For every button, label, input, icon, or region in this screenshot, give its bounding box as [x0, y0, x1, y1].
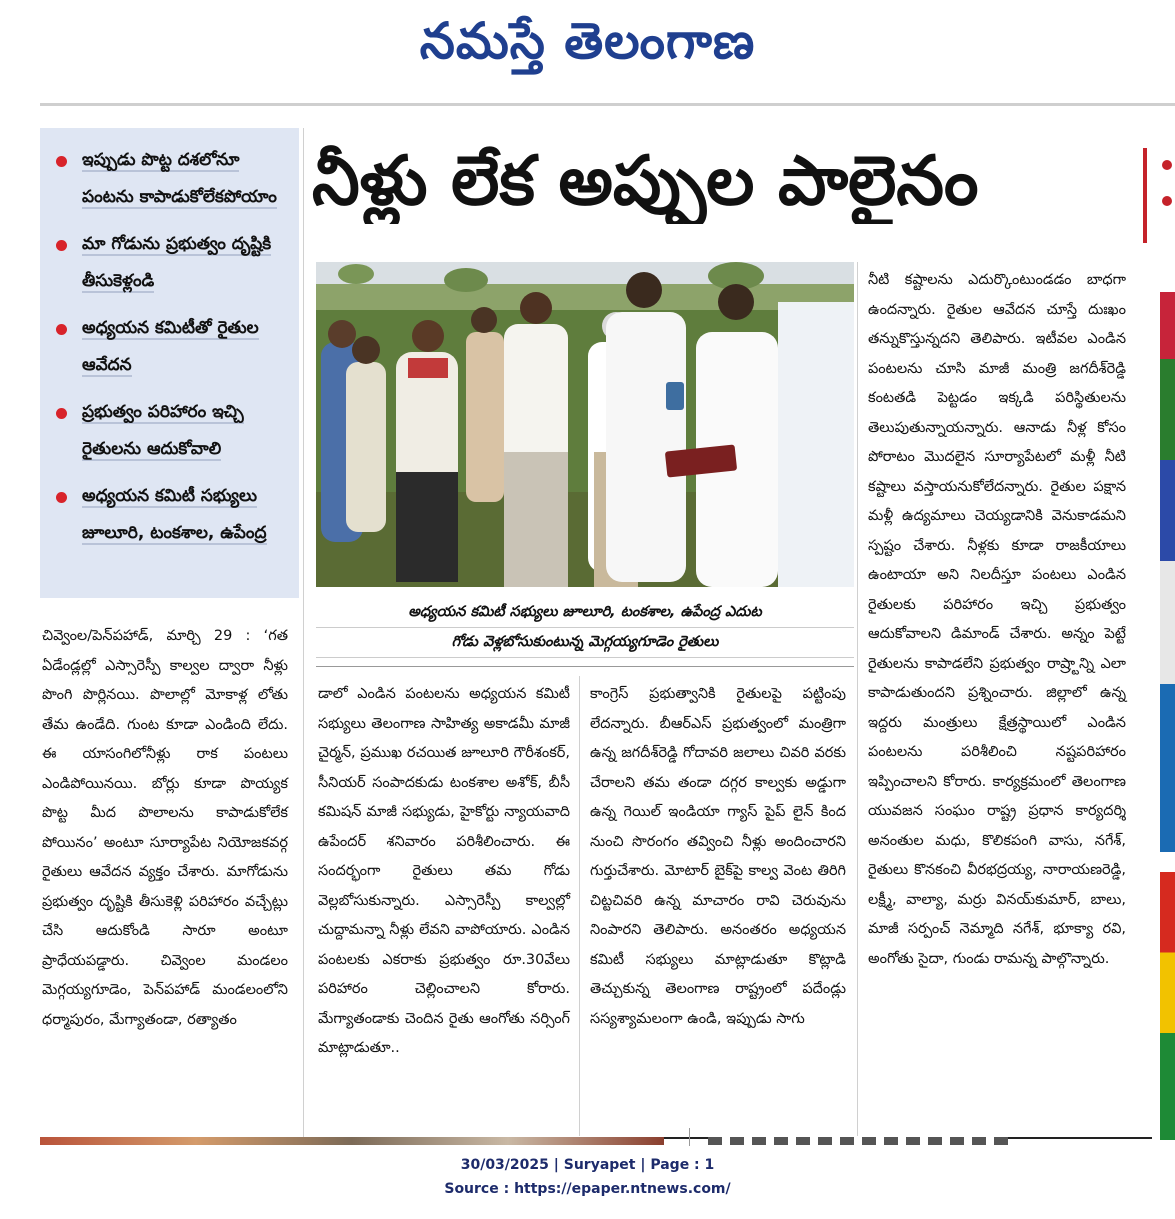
- adjacent-ad-strip-lower: [1160, 872, 1175, 1140]
- masthead-logo-text: నమస్తే తెలంగాణ: [419, 12, 756, 70]
- body-text: చివ్వెంల/పెన్‌పహాడ్, మార్చి 29 : ‘గత ఏడేండ్లల్లో ఎస్సారెస్పీ కాల్వల ద్వారా నీళ్లు పొంగి పొర్లినయి. పొలాల్లో మోకాళ్ల లోతు తేమ ఉండేది. గుంట కూడా ఎండింది లేదు. ఈ యాసంగిలోనీళ్లు రాక పంటలు ఎండిపోయినయి. బోర్లు కూడా పొయ్యక పొట్ట మీద పొలాలను కాపాడుకోలేక పోయినం’ అంటూ సూర్యాపేట నియోజకవర్గ రైతులు ఆవేదన వ్యక్తం చేశారు. మాగోడును ప్రభుత్వం దృష్టికి తీసుకెళ్లి పరిహారం వచ్చేట్లు చేసి ఆదుకోండి సారూ అంటూ ప్రాధేయపడ్డారు. చివ్వెంల మండలం మెగ్గయ్యగూడెం, పెన్‌పహాడ్ మండలంలోని ధర్మాపురం, మేగ్యాతండా, రత్యాతం: [42, 628, 288, 1028]
- highlight-item: అధ్యయన కమిటీతో రైతుల ఆవేదన: [54, 310, 287, 384]
- caption-line: గోడు వెళ్లబోసుకుంటున్న మెగ్గయ్యగూడెం రైతులు: [316, 628, 854, 658]
- farmers-field-photo: [316, 262, 854, 587]
- bullet-icon: [56, 324, 67, 335]
- masthead: [0, 0, 1175, 95]
- next-article-headline-strip: [708, 1137, 1008, 1145]
- column-divider: [303, 128, 304, 1138]
- footer-source-link[interactable]: Source : https://epaper.ntnews.com/: [444, 1181, 731, 1197]
- article-column-1: [42, 622, 288, 1035]
- highlights-box: [40, 128, 299, 598]
- article-column-3: [590, 680, 846, 1034]
- caption-divider: [316, 666, 854, 667]
- adjacent-ad-strip: [1160, 292, 1175, 852]
- bullet-icon: [56, 156, 67, 167]
- article-column-2: [318, 680, 570, 1064]
- highlight-item: మా గోడును ప్రభుత్వం దృష్టికి తీసుకెళ్లండి: [54, 226, 287, 300]
- headline-accent-bar: [1143, 148, 1147, 243]
- column-divider: [579, 676, 580, 1136]
- photo-caption: [316, 598, 854, 658]
- caption-line: అధ్యయన కమిటీ సభ్యులు జూలూరి, టంకశాల, ఉపేంద్ర ఎదుట: [316, 598, 854, 628]
- article-photo: [316, 262, 854, 587]
- bullet-icon: [56, 492, 67, 503]
- article-column-4: [868, 266, 1126, 974]
- body-text: కాంగ్రెస్ ప్రభుత్వానికి రైతులపై పట్టింపు లేదన్నారు. బీఆర్‌ఎస్ ప్రభుత్వంలో మంత్రిగా ఉన్న జగదీశ్‌రెడ్డి గోదావరి జలాలు చివరి వరకు చేరాలని తమ తండా దగ్గర కాల్వకు అడ్డుగా ఉన్న గెయిల్ ఇండియా గ్యాస్ పైప్ లైన్ కింద నుంచి సొరంగం తవ్వించి నీళ్లు అందించారని గుర్తుచేశారు. మోటార్ బైక్‌పై కాల్వ వెంట తిరిగి చిట్టచివరి ఉన్న మాచారం రావి చెరువును నింపారని తెలిపారు. అనంతరం అధ్యయన కమిటీ సభ్యులు మాట్లాడుతూ కొట్లాడి తెచ్చుకున్న తెలంగాణ రాష్ట్రంలో పదేండ్లు సస్యశ్యామలంగా ఉండి, ఇప్పుడు సాగు: [590, 686, 846, 1027]
- article-headline: నీళ్లు లేక అప్పుల పాలైనం: [312, 142, 979, 221]
- adjacent-article-edge: [1158, 148, 1175, 243]
- bullet-icon: [56, 408, 67, 419]
- body-text: డాలో ఎండిన పంటలను అధ్యయన కమిటీ సభ్యులు తెలంగాణ సాహిత్య అకాడమీ మాజీ చైర్మన్, ప్రముఖ రచయిత జూలూరి గౌరీశంకర్, సీనియర్ సంపాదకుడు టంకశాల అశోక్, బీసీ కమిషన్ మాజీ సభ్యుడు, హైకోర్టు న్యాయవాది ఉపేందర్ శనివారం పరిశీలించారు. ఈ సందర్భంగా రైతులు తమ గోడు వెల్లబోసుకున్నారు. ఎస్సారెస్పీ కాల్వల్లో చుద్దామన్నా నీళ్లు లేవని వాపోయారు. ఎండిన పంటలకు ఎకరాకు ప్రభుత్వం రూ.30వేలు పరిహారం చెల్లించాలని కోరారు. మేగ్యాతండాకు చెందిన రైతు ఆంగోతు నర్సింగ్ మాట్లాడుతూ..: [318, 686, 570, 1056]
- footer-date-edition: 30/03/2025 | Suryapet | Page : 1: [460, 1157, 715, 1173]
- page-footer: [0, 1153, 1175, 1201]
- bullet-icon: [56, 240, 67, 251]
- next-article-photo-strip: [40, 1137, 664, 1145]
- highlight-item: ప్రభుత్వం పరిహారం ఇచ్చి రైతులను ఆదుకోవాలి: [54, 394, 287, 468]
- header-divider: [40, 103, 1175, 106]
- highlight-item: ఇప్పుడు పొట్ట దశలోనూ పంటను కాపాడుకోలేకపోయాం: [54, 142, 287, 216]
- column-divider: [689, 1128, 690, 1146]
- column-divider: [857, 262, 858, 1136]
- body-text: నీటి కష్టాలను ఎదుర్కొంటుండడం బాధగా ఉందన్నారు. రైతుల ఆవేదన చూస్తే దుఃఖం తన్నుకొస్తున్నదని తెలిపారు. ఇటీవల ఎండిన పంటలను చూసి మాజీ మంత్రి జగదీశ్‌రెడ్డి కంటతడి పెట్టడం ఇక్కడి పరిస్థితులను తెలుపుతున్నాయన్నారు. ఆనాడు నీళ్ల కోసం పోరాటం మొదలైన సూర్యాపేటలో మళ్లీ నీటి కష్టాలు వస్తాయనుకోలేదన్నారు. రైతుల పక్షాన మళ్లీ ఉద్యమాలు చెయ్యడానికి వెనుకాడమని స్పష్టం చేశారు. నీళ్లకు కూడా రాజకీయాలు ఉంటాయా అని నిలదీస్తూ పంటలు ఎండిన రైతులకు పరిహారం ఇచ్చి ప్రభుత్వం ఆదుకోవాలని డిమాండ్ చేశారు. అన్నం పెట్టే రైతులను కాపాడలేని ప్రభుత్వం రాష్ర్టాన్ని ఎలా కాపాడుతుందని ప్రశ్నించారు. జిల్లాలో ఉన్న ఇద్దరు మంత్రులు క్షేత్రస్థాయిలో ఎండిన పంటలను పరిశీలించి నష్టపరిహారం ఇప్పించాలని కోరారు. కార్యక్రమంలో తెలంగాణ యువజన సంఘం రాష్ట్ర ప్రధాన కార్యదర్శి అనంతుల మధు, కొలికపంగి వాసు, నగేశ్, రైతులు కొనకంచి వీరభద్రయ్య, నారాయణరెడ్డి, లక్ష్మీ, వాల్యా, మర్రు వినయ్‌కుమార్, బాలు, మాజీ సర్పంచ్ నెమ్మాది నగేశ్, భూక్యా రవి, అంగోతు సైదా, గుండు రామన్న పాల్గొన్నారు.: [868, 272, 1126, 967]
- highlight-item: అధ్యయన కమిటీ సభ్యులు జూలూరి, టంకశాల, ఉపేంద్ర: [54, 478, 287, 552]
